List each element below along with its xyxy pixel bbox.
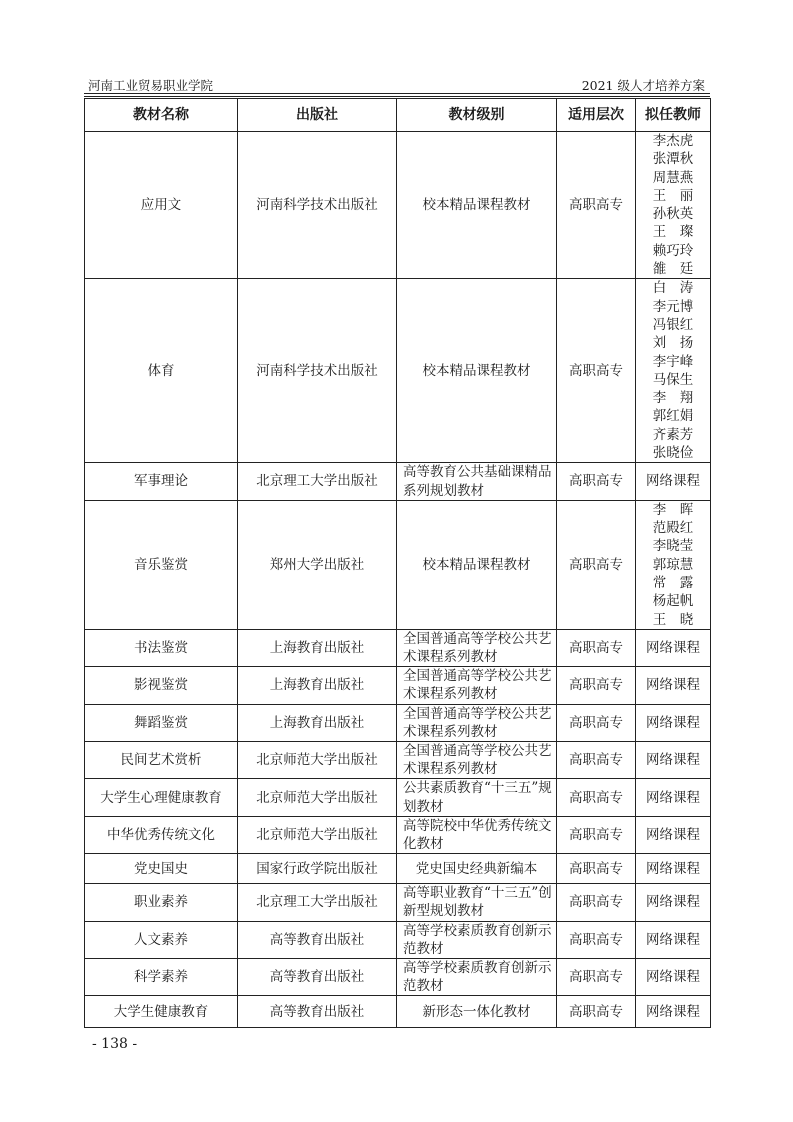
teacher-name: 常 露 (652, 574, 694, 591)
col-header-teachers: 拟任教师 (636, 99, 711, 132)
cell-tier: 高职高专 (557, 704, 636, 741)
cell-teachers (636, 779, 711, 816)
cell-teachers (636, 996, 711, 1028)
cell-textbook-level: 高等学校素质教育创新示范教材 (397, 921, 557, 958)
cell-teachers (636, 279, 711, 463)
teacher-name: 网络课程 (646, 714, 700, 731)
textbook-table (84, 98, 711, 1028)
table-header-row (85, 99, 711, 132)
cell-textbook-name: 科学素养 (85, 959, 238, 996)
page-number: - 138 - (92, 1036, 138, 1052)
cell-textbook-name: 人文素养 (85, 921, 238, 958)
cell-teachers (636, 854, 711, 884)
cell-textbook-name: 大学生心理健康教育 (85, 779, 238, 816)
table-row (85, 854, 711, 884)
cell-publisher: 河南科学技术出版社 (238, 132, 397, 279)
cell-textbook-name: 影视鉴赏 (85, 667, 238, 704)
header-rule-thin (84, 96, 710, 97)
header-school-name: 河南工业贸易职业学院 (88, 78, 214, 93)
cell-teachers (636, 629, 711, 666)
cell-textbook-name: 体育 (85, 279, 238, 463)
cell-teachers (636, 742, 711, 779)
teacher-name: 张潭秋 (652, 151, 694, 168)
table-row (85, 279, 711, 463)
teacher-name: 张晓俭 (652, 445, 694, 462)
cell-tier: 高职高专 (557, 996, 636, 1028)
cell-textbook-name: 大学生健康教育 (85, 996, 238, 1028)
cell-tier: 高职高专 (557, 884, 636, 921)
table-row (85, 921, 711, 958)
teacher-name: 李 翔 (652, 390, 694, 407)
cell-tier: 高职高专 (557, 667, 636, 704)
cell-publisher: 郑州大学出版社 (238, 500, 397, 629)
cell-publisher: 国家行政学院出版社 (238, 854, 397, 884)
table-row (85, 816, 711, 853)
cell-textbook-level: 新形态一体化教材 (397, 996, 557, 1028)
cell-publisher: 高等教育出版社 (238, 996, 397, 1028)
cell-teachers (636, 500, 711, 629)
cell-tier: 高职高专 (557, 279, 636, 463)
teacher-name: 网络课程 (646, 860, 700, 877)
table-row (85, 884, 711, 921)
teacher-name: 李宇峰 (652, 353, 694, 370)
teacher-name: 王 丽 (652, 187, 694, 204)
cell-textbook-level: 全国普通高等学校公共艺术课程系列教材 (397, 629, 557, 666)
col-header-publisher: 出版社 (238, 99, 397, 132)
header-rule (84, 93, 710, 94)
teacher-name: 李 晖 (652, 501, 694, 518)
cell-textbook-name: 党史国史 (85, 854, 238, 884)
teacher-name: 刘 扬 (652, 335, 694, 352)
teacher-name: 范殿红 (652, 520, 694, 537)
teacher-name: 李晓莹 (652, 538, 694, 555)
cell-textbook-name: 军事理论 (85, 463, 238, 500)
teacher-name: 网络课程 (646, 969, 700, 986)
cell-textbook-level: 校本精品课程教材 (397, 279, 557, 463)
teacher-name: 齐素芳 (652, 426, 694, 443)
cell-textbook-level: 校本精品课程教材 (397, 132, 557, 279)
col-header-name: 教材名称 (85, 99, 238, 132)
cell-publisher: 北京理工大学出版社 (238, 463, 397, 500)
teacher-name: 雒 廷 (652, 261, 694, 278)
cell-tier: 高职高专 (557, 854, 636, 884)
cell-teachers (636, 921, 711, 958)
teacher-name: 网络课程 (646, 1003, 700, 1020)
cell-publisher: 北京师范大学出版社 (238, 816, 397, 853)
teacher-name: 网络课程 (646, 473, 700, 490)
cell-textbook-name: 舞蹈鉴赏 (85, 704, 238, 741)
cell-textbook-name: 民间艺术赏析 (85, 742, 238, 779)
cell-publisher: 北京师范大学出版社 (238, 779, 397, 816)
teacher-name: 网络课程 (646, 752, 700, 769)
cell-tier: 高职高专 (557, 779, 636, 816)
cell-tier: 高职高专 (557, 500, 636, 629)
cell-teachers (636, 959, 711, 996)
cell-publisher: 河南科学技术出版社 (238, 279, 397, 463)
cell-textbook-level: 高等学校素质教育创新示范教材 (397, 959, 557, 996)
table-row (85, 667, 711, 704)
cell-teachers (636, 884, 711, 921)
teacher-name: 白 涛 (652, 280, 694, 297)
teacher-name: 杨起帆 (652, 593, 694, 610)
cell-textbook-level: 全国普通高等学校公共艺术课程系列教材 (397, 704, 557, 741)
cell-textbook-name: 应用文 (85, 132, 238, 279)
teacher-name: 王 璨 (652, 224, 694, 241)
cell-textbook-level: 高等院校中华优秀传统文化教材 (397, 816, 557, 853)
cell-publisher: 高等教育出版社 (238, 959, 397, 996)
teacher-name: 网络课程 (646, 639, 700, 656)
table-row (85, 742, 711, 779)
teacher-name: 赖巧玲 (652, 242, 694, 259)
cell-tier: 高职高专 (557, 921, 636, 958)
cell-tier: 高职高专 (557, 742, 636, 779)
teacher-name: 李元博 (652, 298, 694, 315)
cell-publisher: 北京师范大学出版社 (238, 742, 397, 779)
cell-teachers (636, 463, 711, 500)
cell-tier: 高职高专 (557, 132, 636, 279)
teacher-name: 冯银红 (652, 316, 694, 333)
col-header-tier: 适用层次 (557, 99, 636, 132)
table-row (85, 996, 711, 1028)
teacher-name: 网络课程 (646, 931, 700, 948)
table-row (85, 704, 711, 741)
cell-textbook-level: 高等教育公共基础课精品系列规划教材 (397, 463, 557, 500)
cell-publisher: 上海教育出版社 (238, 704, 397, 741)
cell-publisher: 高等教育出版社 (238, 921, 397, 958)
table-row (85, 629, 711, 666)
col-header-level: 教材级别 (397, 99, 557, 132)
teacher-name: 网络课程 (646, 894, 700, 911)
cell-textbook-level: 全国普通高等学校公共艺术课程系列教材 (397, 667, 557, 704)
teacher-name: 网络课程 (646, 789, 700, 806)
cell-textbook-level: 公共素质教育“十三五”规划教材 (397, 779, 557, 816)
cell-textbook-name: 中华优秀传统文化 (85, 816, 238, 853)
cell-textbook-level: 高等职业教育“十三五”创新型规划教材 (397, 884, 557, 921)
teacher-name: 王 晓 (652, 611, 694, 628)
cell-teachers (636, 132, 711, 279)
teacher-name: 网络课程 (646, 826, 700, 843)
table-row (85, 500, 711, 629)
cell-textbook-name: 音乐鉴赏 (85, 500, 238, 629)
teacher-name: 网络课程 (646, 677, 700, 694)
teacher-name: 周慧燕 (652, 169, 694, 186)
table-row (85, 779, 711, 816)
cell-publisher: 上海教育出版社 (238, 667, 397, 704)
cell-tier: 高职高专 (557, 816, 636, 853)
cell-teachers (636, 704, 711, 741)
teacher-name: 孙秋英 (652, 206, 694, 223)
teacher-name: 郭红娟 (652, 408, 694, 425)
table-row (85, 132, 711, 279)
cell-textbook-name: 职业素养 (85, 884, 238, 921)
cell-textbook-name: 书法鉴赏 (85, 629, 238, 666)
cell-textbook-level: 全国普通高等学校公共艺术课程系列教材 (397, 742, 557, 779)
cell-textbook-level: 校本精品课程教材 (397, 500, 557, 629)
cell-publisher: 上海教育出版社 (238, 629, 397, 666)
table-row (85, 959, 711, 996)
cell-textbook-level: 党史国史经典新编本 (397, 854, 557, 884)
table-row (85, 463, 711, 500)
cell-publisher: 北京理工大学出版社 (238, 884, 397, 921)
teacher-name: 马保生 (652, 371, 694, 388)
teacher-name: 郭琼慧 (652, 556, 694, 573)
cell-tier: 高职高专 (557, 959, 636, 996)
header-doc-title: 2021 级人才培养方案 (581, 78, 705, 93)
cell-teachers (636, 667, 711, 704)
cell-tier: 高职高专 (557, 629, 636, 666)
cell-tier: 高职高专 (557, 463, 636, 500)
teacher-name: 李杰虎 (652, 133, 694, 149)
cell-teachers (636, 816, 711, 853)
